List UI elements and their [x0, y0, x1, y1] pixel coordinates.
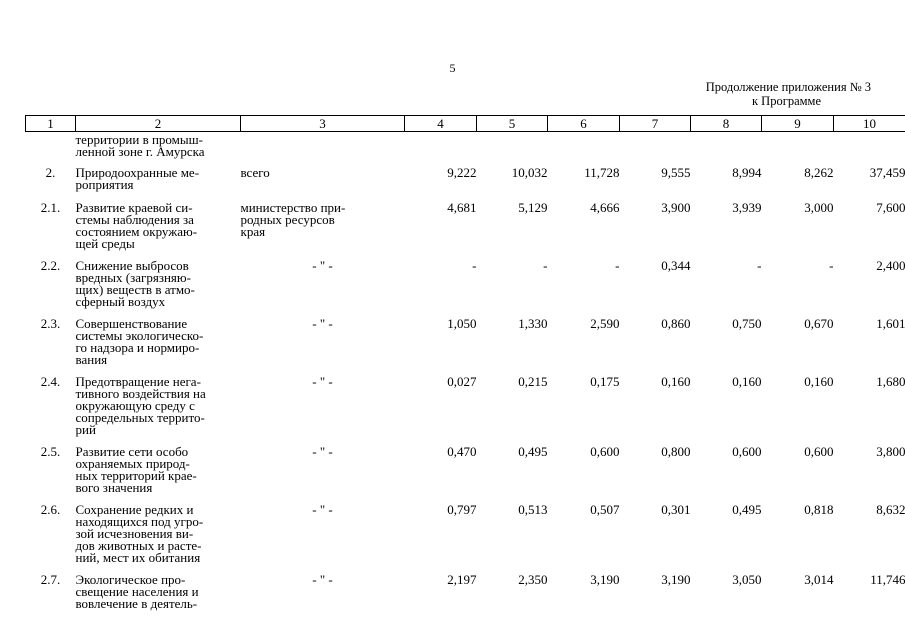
row-value: 10,032: [511, 164, 548, 180]
row-name: Экологическое про- свещение населения и вовлечение в деятель-: [75, 571, 199, 611]
column-header: 2: [76, 116, 241, 132]
row-name: Развитие сети особо охраняемых природ- ных территорий крае- вого значения: [75, 443, 197, 495]
row-name: Сохранение редких и находящихся под угро- зой исчезновения ви- дов животных и расте- ний, мест их обитания: [75, 501, 204, 565]
row-name: Совершенствование системы экологическо- го надзора и нормиро- вания: [75, 315, 204, 367]
row-value: 0,301: [661, 501, 691, 517]
row-value: 0,160: [804, 373, 834, 389]
row-value: 0,600: [732, 443, 762, 459]
row-value: 0,818: [804, 501, 834, 517]
row-value: 7,600: [876, 199, 905, 215]
row-value: 1,050: [447, 315, 477, 331]
row-value: 3,050: [732, 571, 762, 587]
row-value: 2,590: [590, 315, 620, 331]
table-row: [26, 574, 905, 620]
table-row: [26, 504, 905, 574]
table-row: [26, 376, 905, 446]
row-number: 2.2.: [40, 257, 61, 273]
continuation-text: территории в промыш- ленной зоне г. Амурска: [75, 132, 205, 159]
row-executor: - " -: [312, 373, 333, 389]
row-value: 9,555: [661, 164, 691, 180]
row-number: 2.6.: [40, 501, 61, 517]
column-header: 6: [548, 116, 620, 132]
row-value: 1,680: [876, 373, 905, 389]
row-executor: всего: [240, 164, 270, 180]
table-row: [26, 167, 905, 202]
row-value: 2,400: [876, 257, 905, 273]
table-row-continuation: [26, 132, 905, 167]
column-header: 5: [477, 116, 548, 132]
row-value: 1,330: [518, 315, 548, 331]
row-executor: - " -: [312, 501, 333, 517]
row-value: 11,746: [870, 571, 905, 587]
row-value: 0,160: [661, 373, 691, 389]
row-number: 2.: [45, 164, 56, 180]
row-value: 37,459: [869, 164, 905, 180]
row-value: 0,495: [518, 443, 548, 459]
column-header: 7: [620, 116, 691, 132]
row-value: 0,860: [661, 315, 691, 331]
row-value: 0,160: [732, 373, 762, 389]
program-table: [25, 115, 905, 620]
row-value: 3,000: [804, 199, 834, 215]
column-header: 3: [241, 116, 405, 132]
row-value: 0,600: [804, 443, 834, 459]
column-header: 4: [405, 116, 477, 132]
row-value: 2,350: [518, 571, 548, 587]
row-number: 2.1.: [40, 199, 61, 215]
column-header: 1: [26, 116, 76, 132]
row-value: 0,175: [590, 373, 620, 389]
row-value: 0,513: [518, 501, 548, 517]
row-value: -: [472, 257, 477, 273]
row-name: Развитие краевой си- стемы наблюдения за состоянием окружаю- щей среды: [75, 199, 198, 251]
table-row: [26, 260, 905, 318]
table-row: [26, 446, 905, 504]
row-executor: - " -: [312, 257, 333, 273]
row-value: -: [829, 257, 834, 273]
appendix-note-line1: Продолжение приложения № 3: [705, 80, 871, 94]
row-executor: министерство при- родных ресурсов края: [240, 199, 346, 239]
row-value: 4,666: [590, 199, 620, 215]
row-value: 3,939: [732, 199, 762, 215]
row-value: 3,190: [590, 571, 620, 587]
row-value: 0,600: [590, 443, 620, 459]
row-value: 0,750: [732, 315, 762, 331]
row-name: Снижение выбросов вредных (загрязняю- щих) веществ в атмо- сферный воздух: [75, 257, 195, 309]
row-value: 3,900: [661, 199, 691, 215]
row-value: 0,800: [661, 443, 691, 459]
row-value: 0,027: [447, 373, 477, 389]
row-value: 4,681: [447, 199, 477, 215]
column-header: 8: [691, 116, 762, 132]
row-value: 8,262: [804, 164, 834, 180]
row-value: -: [543, 257, 548, 273]
appendix-note: [640, 80, 871, 108]
row-value: 3,190: [661, 571, 691, 587]
row-number: 2.5.: [40, 443, 61, 459]
row-executor: - " -: [312, 443, 333, 459]
row-value: 3,014: [804, 571, 834, 587]
row-value: 3,800: [876, 443, 905, 459]
page-number: 5: [449, 61, 456, 75]
row-value: 2,197: [447, 571, 477, 587]
table-row: [26, 318, 905, 376]
table-row: [26, 202, 905, 260]
row-value: 5,129: [518, 199, 548, 215]
row-number: 2.3.: [40, 315, 61, 331]
row-value: 0,344: [661, 257, 691, 273]
row-value: 0,507: [590, 501, 620, 517]
row-name: Природоохранные ме- роприятия: [75, 164, 200, 192]
column-header: 10: [834, 116, 905, 132]
column-header: 9: [762, 116, 834, 132]
row-name: Предотвращение нега- тивного воздействия на окружающую среду с сопредельных террито- рий: [75, 373, 206, 437]
row-value: 1,601: [876, 315, 905, 331]
row-executor: - " -: [312, 571, 333, 587]
row-value: -: [757, 257, 762, 273]
row-value: 11,728: [584, 164, 620, 180]
row-value: 0,670: [804, 315, 834, 331]
appendix-note-line2: к Программе: [751, 94, 821, 108]
row-value: 9,222: [447, 164, 477, 180]
row-number: 2.4.: [40, 373, 61, 389]
row-value: 8,994: [732, 164, 762, 180]
row-executor: - " -: [312, 315, 333, 331]
row-value: 0,495: [732, 501, 762, 517]
row-value: 0,470: [447, 443, 477, 459]
row-value: -: [615, 257, 620, 273]
row-value: 8,632: [876, 501, 905, 517]
row-value: 0,797: [447, 501, 477, 517]
row-value: 0,215: [518, 373, 548, 389]
row-number: 2.7.: [40, 571, 61, 587]
table-header-row: [26, 116, 905, 132]
